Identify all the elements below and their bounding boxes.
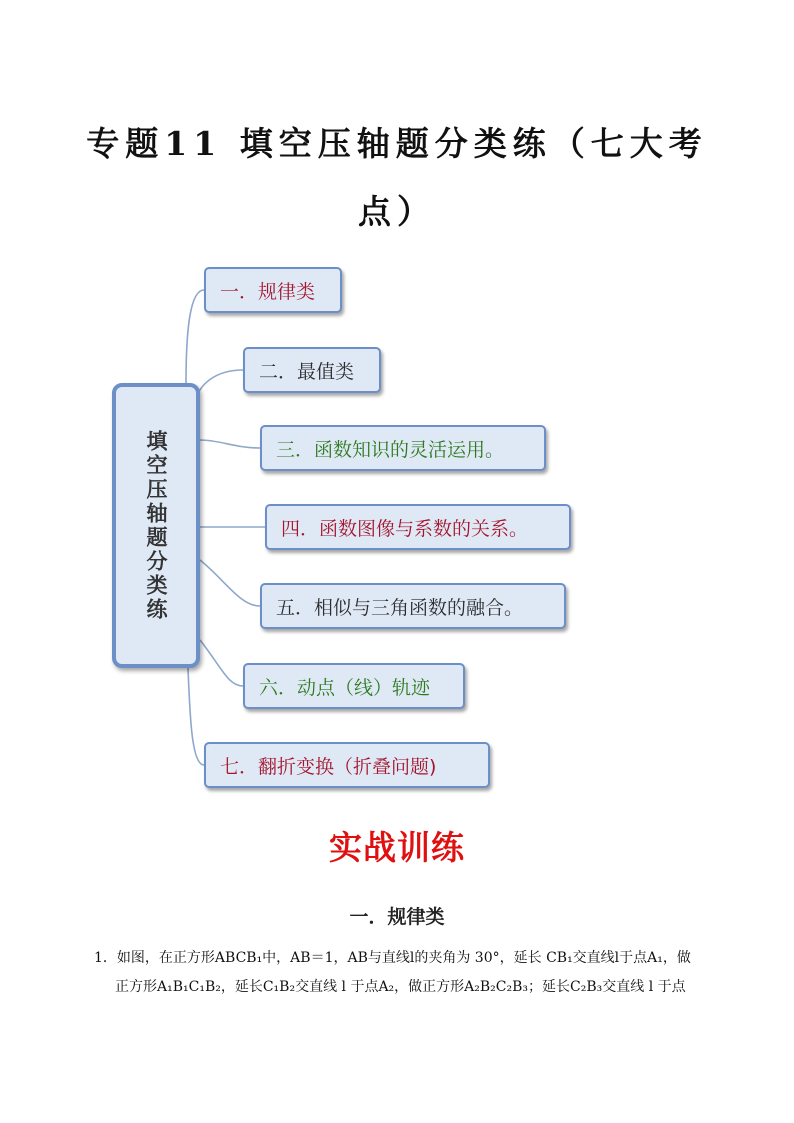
problem-line-2: 正方形A₁B₁C₁B₂，延长C₁B₂交直线 l 于点A₂，做正方形A₂B₂C₂B₃；延长C₂B₃交直线 l 于点	[115, 979, 686, 995]
branch-4-label: 四．函数图像与系数的关系。	[281, 517, 529, 540]
problem-line-1: 1．如图，在正方形ABCB₁中，AB＝1，AB与直线l的夹角为 30°，延长 CB₁交直线l于点A₁，做	[94, 950, 691, 966]
mindmap-root	[112, 383, 200, 668]
connector-6	[200, 640, 243, 686]
connector-3	[200, 440, 260, 448]
title-line-2: 点）	[358, 192, 436, 231]
branch-2	[243, 347, 381, 393]
subsection-title: 一．规律类	[349, 906, 445, 928]
problem-text	[94, 944, 714, 1002]
section-title: 实战训练	[329, 828, 465, 867]
branch-4	[265, 504, 571, 550]
branch-6	[243, 663, 465, 709]
branch-5-label: 五．相似与三角函数的融合。	[276, 596, 524, 619]
branch-2-label: 二．最值类	[259, 360, 355, 383]
connector-2	[195, 370, 243, 403]
branch-7	[204, 742, 490, 788]
connector-1	[186, 290, 204, 383]
branch-7-label: 七．翻折变换（折叠问题)	[220, 755, 437, 778]
branch-1	[204, 267, 342, 313]
connector-5	[200, 560, 260, 606]
connector-7	[188, 668, 204, 765]
branch-1-label: 一．规律类	[220, 280, 316, 303]
branch-3	[260, 425, 546, 471]
title-line-1: 专题11 填空压轴题分类练（七大考	[86, 124, 708, 163]
branch-3-label: 三．函数知识的灵活运用。	[276, 438, 505, 461]
branch-5	[260, 583, 566, 629]
branch-6-label: 六．动点（线）轨迹	[259, 676, 431, 699]
mindmap-root-label: 填空压轴题分类练	[144, 429, 168, 622]
